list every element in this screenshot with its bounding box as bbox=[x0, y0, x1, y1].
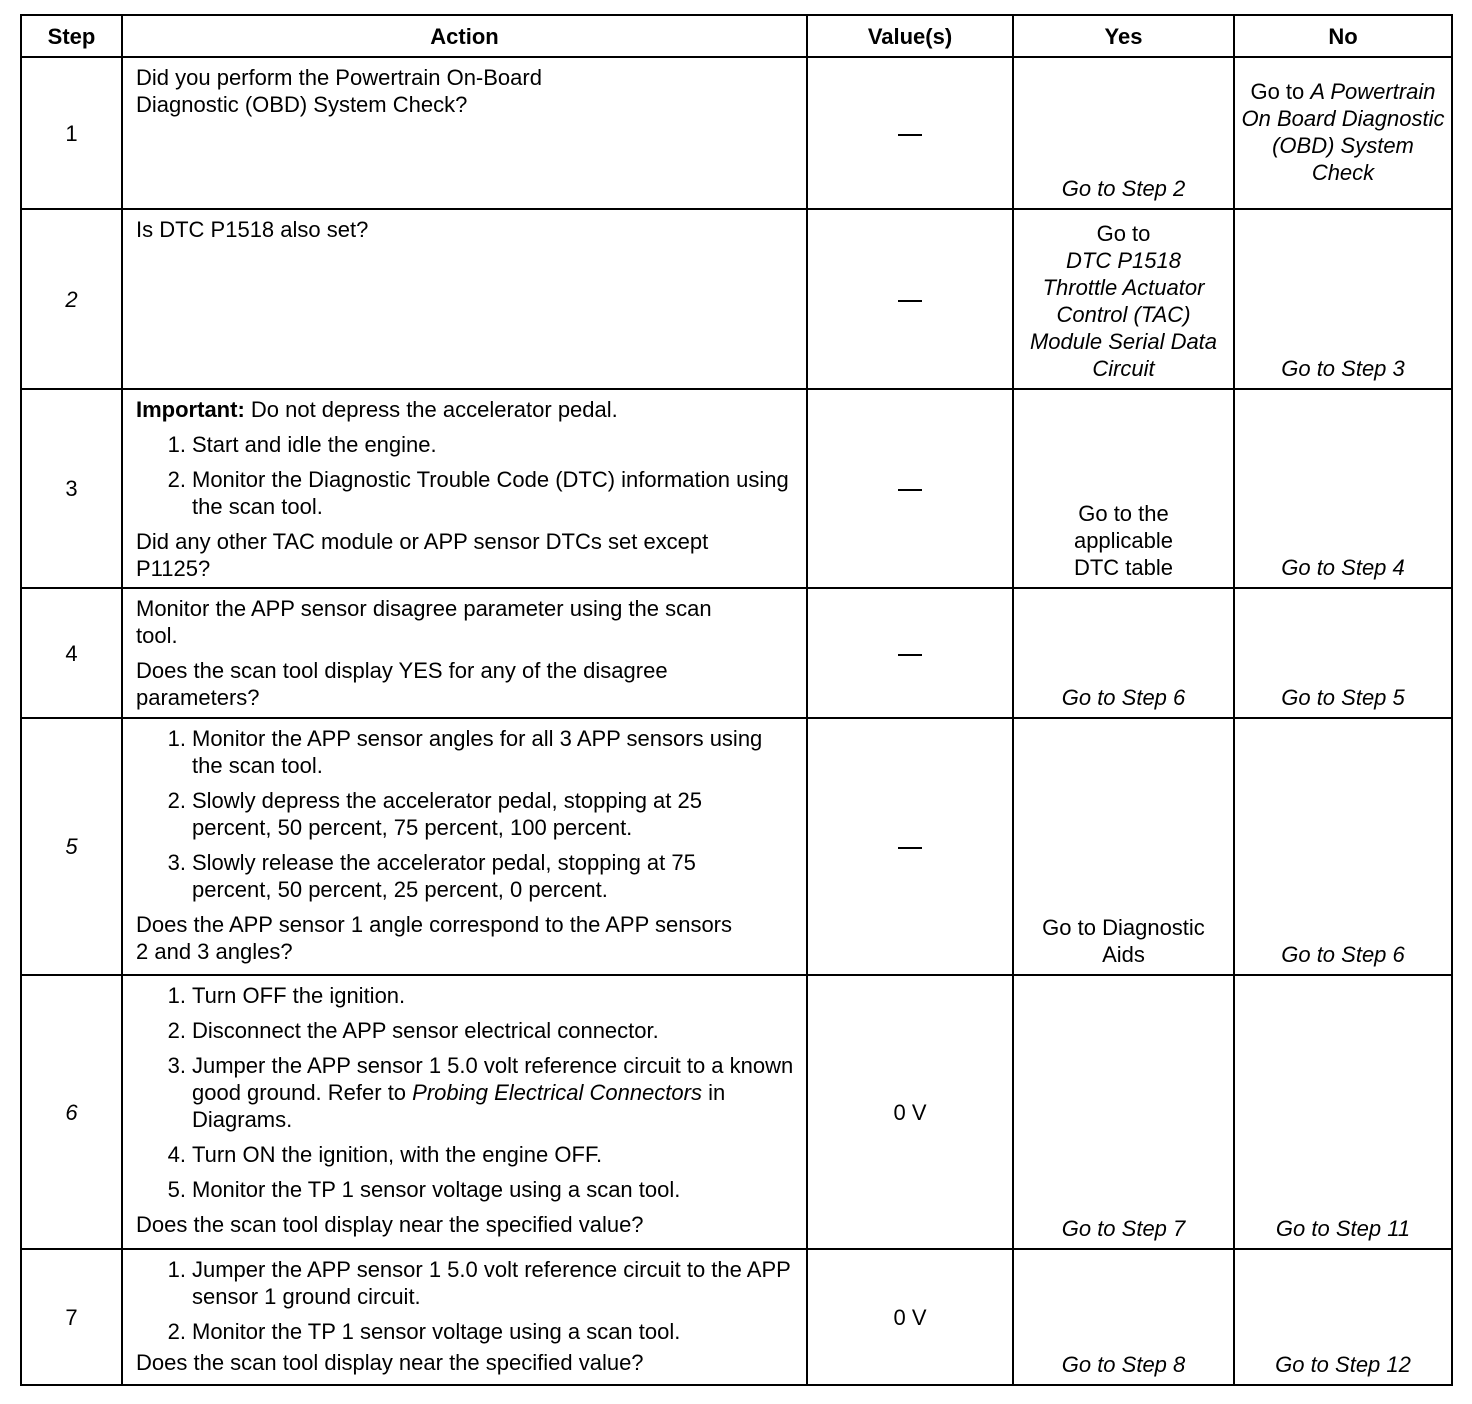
header-row bbox=[21, 15, 1452, 57]
value-cell bbox=[807, 57, 1013, 209]
important-label: Important: bbox=[136, 397, 245, 422]
dash-mark bbox=[898, 134, 922, 136]
no-link[interactable]: Go to Step 12 bbox=[1234, 1249, 1452, 1385]
yes-link[interactable]: Go to Step 6 bbox=[1013, 588, 1234, 718]
yes-link[interactable]: DTC P1518 Throttle Actuator Control (TAC) Module Serial Data Circuit bbox=[1029, 248, 1218, 381]
list-item: 1. Jumper the APP sensor 1 5.0 volt reference circuit to the APP sensor 1 ground circuit. bbox=[167, 1257, 791, 1309]
no-link[interactable]: Go to Step 5 bbox=[1234, 588, 1452, 718]
list-item: 2. Monitor the TP 1 sensor voltage using a scan tool. bbox=[167, 1319, 681, 1344]
no-cell bbox=[1234, 57, 1452, 209]
step-number: 5 bbox=[21, 718, 122, 975]
list-item: 2. Monitor the Diagnostic Trouble Code (DTC) information using the scan tool. bbox=[167, 467, 789, 519]
procedure-list bbox=[136, 725, 796, 903]
table-row bbox=[21, 588, 1452, 718]
important-text: Do not depress the accelerator pedal. bbox=[244, 397, 618, 422]
header-action: Action bbox=[122, 15, 807, 57]
procedure-list bbox=[136, 1256, 796, 1345]
header-yes: Yes bbox=[1013, 15, 1234, 57]
list-item: 3. Jumper the APP sensor 1 5.0 volt reference circuit to a known good ground. Refer to Probing Electrical Connectors in Diagrams. bbox=[167, 1053, 794, 1132]
step-number: 7 bbox=[21, 1249, 122, 1385]
list-item: 1. Monitor the APP sensor angles for all 3 APP sensors using the scan tool. bbox=[167, 726, 763, 778]
action-cell bbox=[122, 975, 807, 1249]
list-item: 1. Turn OFF the ignition. bbox=[167, 983, 406, 1008]
table-row bbox=[21, 209, 1452, 389]
yes-prefix: Go to bbox=[1096, 221, 1151, 246]
table-row bbox=[21, 718, 1452, 975]
intro-text: Monitor the APP sensor disagree parameter using the scan tool. bbox=[136, 596, 712, 648]
no-link[interactable]: A Powertrain On Board Diagnostic (OBD) System Check bbox=[1241, 79, 1445, 185]
no-link[interactable]: Go to Step 4 bbox=[1234, 389, 1452, 588]
question-text: Does the scan tool display near the specified value? bbox=[136, 1212, 644, 1237]
action-cell bbox=[122, 389, 807, 588]
value-cell: 0 V bbox=[807, 1249, 1013, 1385]
table-row bbox=[21, 975, 1452, 1249]
step-number: 6 bbox=[21, 975, 122, 1249]
yes-link[interactable]: Go to Diagnostic Aids bbox=[1013, 718, 1234, 975]
procedure-list bbox=[136, 431, 796, 520]
value-cell bbox=[807, 588, 1013, 718]
question-text: Does the scan tool display YES for any of the disagree parameters? bbox=[136, 658, 668, 710]
value-cell bbox=[807, 718, 1013, 975]
table-row bbox=[21, 389, 1452, 588]
diagnostic-table bbox=[20, 14, 1453, 1386]
no-prefix: Go to bbox=[1250, 79, 1305, 104]
yes-cell bbox=[1013, 209, 1234, 389]
yes-link[interactable]: Go to Step 8 bbox=[1013, 1249, 1234, 1385]
probing-connectors-link[interactable]: Probing Electrical Connectors bbox=[412, 1080, 702, 1105]
value-cell bbox=[807, 389, 1013, 588]
step-number: 1 bbox=[21, 57, 122, 209]
list-item: 4. Turn ON the ignition, with the engine OFF. bbox=[167, 1142, 603, 1167]
action-cell bbox=[122, 1249, 807, 1385]
yes-link[interactable]: Go to the applicable DTC table bbox=[1013, 389, 1234, 588]
important-note bbox=[136, 396, 796, 423]
step-number: 4 bbox=[21, 588, 122, 718]
question-text: Did you perform the Powertrain On-Board Diagnostic (OBD) System Check? bbox=[136, 65, 542, 117]
action-cell bbox=[122, 209, 807, 389]
yes-link[interactable]: Go to Step 2 bbox=[1013, 57, 1234, 209]
list-item: 5. Monitor the TP 1 sensor voltage using a scan tool. bbox=[167, 1177, 681, 1202]
question-text: Does the APP sensor 1 angle correspond to the APP sensors 2 and 3 angles? bbox=[136, 912, 733, 964]
list-item: 2. Slowly depress the accelerator pedal, stopping at 25 percent, 50 percent, 75 percent, 100 percent. bbox=[167, 788, 702, 840]
action-cell bbox=[122, 718, 807, 975]
list-item: 1. Start and idle the engine. bbox=[167, 432, 437, 457]
dash-mark bbox=[898, 300, 922, 302]
no-link[interactable]: Go to Step 11 bbox=[1234, 975, 1452, 1249]
dash-mark bbox=[898, 654, 922, 656]
table-row bbox=[21, 57, 1452, 209]
dash-mark bbox=[898, 847, 922, 849]
question-text: Did any other TAC module or APP sensor DTCs set except P1125? bbox=[136, 529, 709, 581]
header-values: Value(s) bbox=[807, 15, 1013, 57]
header-no: No bbox=[1234, 15, 1452, 57]
dash-mark bbox=[898, 489, 922, 491]
value-cell: 0 V bbox=[807, 975, 1013, 1249]
step-number: 2 bbox=[21, 209, 122, 389]
value-cell bbox=[807, 209, 1013, 389]
action-cell bbox=[122, 57, 807, 209]
question-text: Is DTC P1518 also set? bbox=[136, 217, 369, 242]
header-step: Step bbox=[21, 15, 122, 57]
procedure-list bbox=[136, 982, 796, 1203]
action-cell bbox=[122, 588, 807, 718]
table-row bbox=[21, 1249, 1452, 1385]
list-item: 2. Disconnect the APP sensor electrical connector. bbox=[167, 1018, 659, 1043]
question-text: Does the scan tool display near the specified value? bbox=[136, 1350, 644, 1375]
step-number: 3 bbox=[21, 389, 122, 588]
no-link[interactable]: Go to Step 6 bbox=[1234, 718, 1452, 975]
list-item: 3. Slowly release the accelerator pedal, stopping at 75 percent, 50 percent, 25 percent, 0 percent. bbox=[167, 850, 696, 902]
no-link[interactable]: Go to Step 3 bbox=[1234, 209, 1452, 389]
yes-link[interactable]: Go to Step 7 bbox=[1013, 975, 1234, 1249]
